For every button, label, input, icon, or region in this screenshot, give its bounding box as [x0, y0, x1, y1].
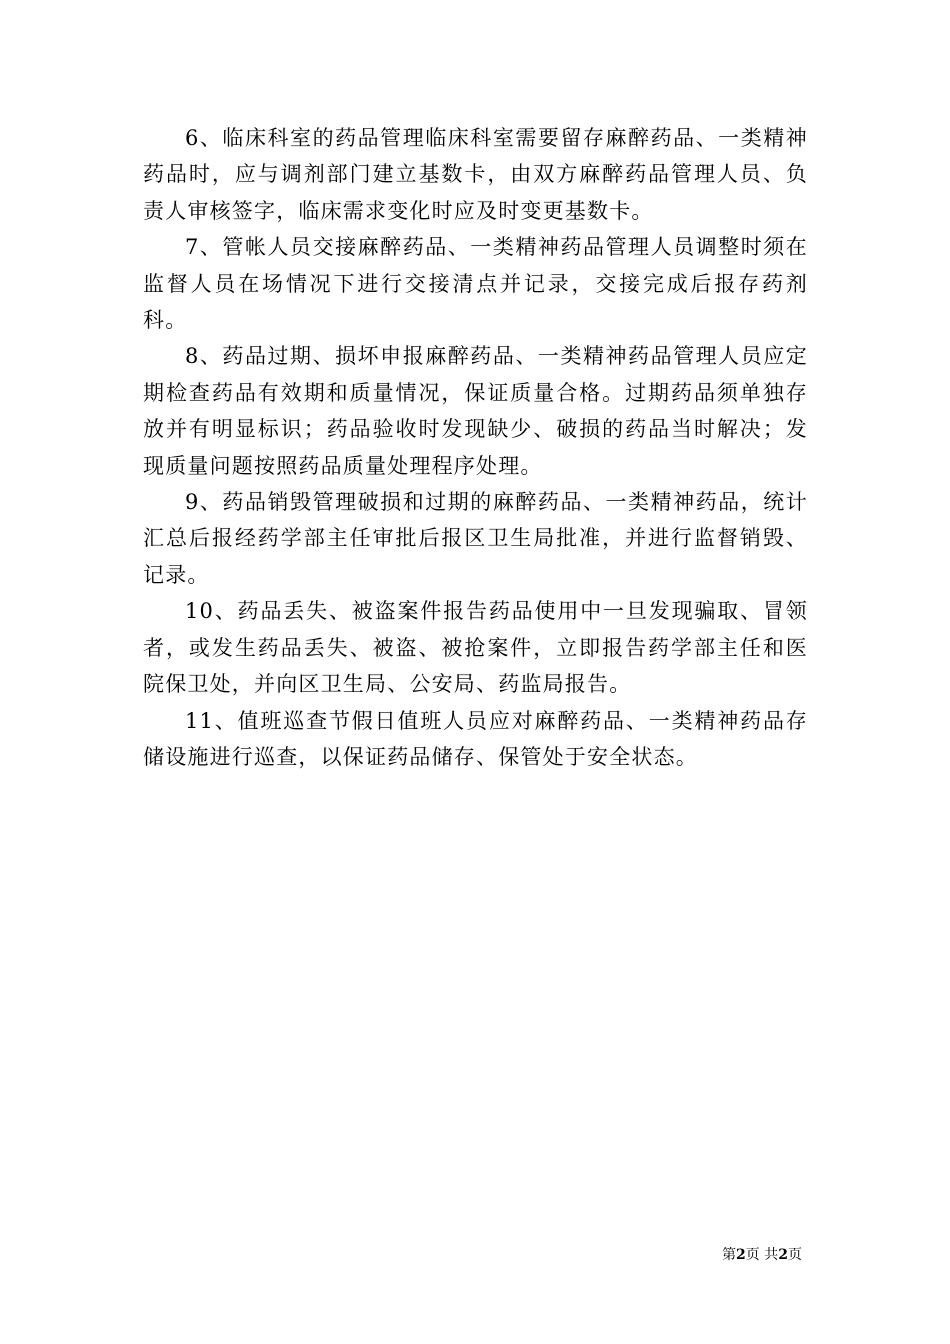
- footer-prefix: 第: [722, 1247, 736, 1263]
- current-page-number: 2: [736, 1247, 746, 1263]
- footer-suffix: 页: [787, 1247, 802, 1263]
- paragraph-11: 11、值班巡查节假日值班人员应对麻醉药品、一类精神药品存储设施进行巡查，以保证药品储存、保管处于安全状态。: [143, 708, 808, 769]
- total-pages-number: 2: [778, 1247, 788, 1263]
- paragraph-8: 8、药品过期、损坏申报麻醉药品、一类精神药品管理人员应定期检查药品有效期和质量情况，保证质量合格。过期药品须单独存放并有明显标识；药品验收时发现缺少、破损的药品当时解决；发现质量问题按照药品质量处理程序处理。: [143, 344, 808, 478]
- paragraph-9: 9、药品销毁管理破损和过期的麻醉药品、一类精神药品，统计汇总后报经药学部主任审批后报区卫生局批准，并进行监督销毁、记录。: [143, 490, 808, 587]
- paragraph-6: 6、临床科室的药品管理临床科室需要留存麻醉药品、一类精神药品时，应与调剂部门建立基数卡，由双方麻醉药品管理人员、负责人审核签字，临床需求变化时应及时变更基数卡。: [143, 126, 808, 223]
- paragraph-10: 10、药品丢失、被盗案件报告药品使用中一旦发现骗取、冒领者，或发生药品丢失、被盗、被抢案件，立即报告药学部主任和医院保卫处，并向区卫生局、公安局、药监局报告。: [143, 599, 808, 697]
- page-footer: [722, 1246, 802, 1264]
- footer-middle: 页 共: [745, 1247, 779, 1263]
- document-body: [143, 120, 808, 775]
- paragraph-7: 7、管帐人员交接麻醉药品、一类精神药品管理人员调整时须在监督人员在场情况下进行交接清点并记录，交接完成后报存药剂科。: [143, 235, 808, 333]
